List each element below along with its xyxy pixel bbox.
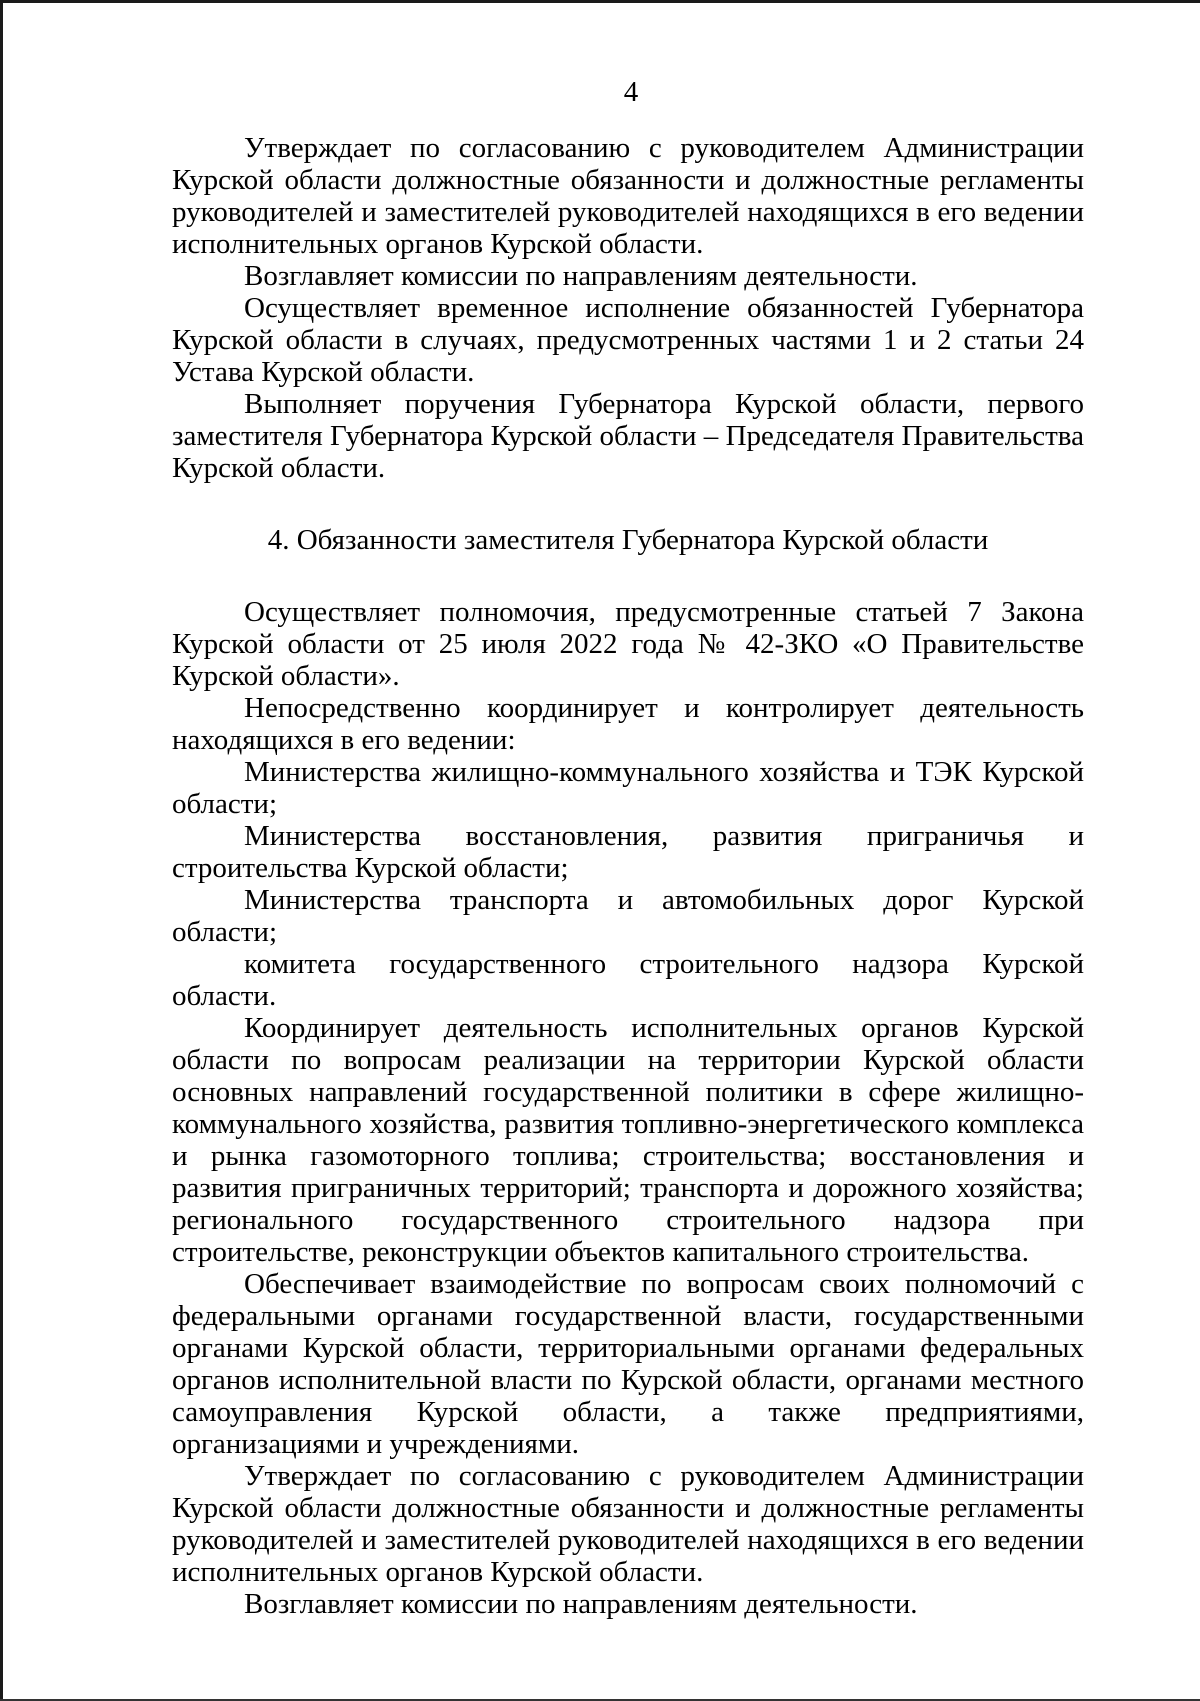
paragraph-approves-regulations: Утверждает по согласованию с руководителем Администрации Курской области должностные обязанности и должностные регламенты руководителей и заместителей руководителей находящихся в его ведении исполнительных органов Курской области.	[172, 132, 1084, 260]
paragraph-ministry-housing: Министерства жилищно-коммунального хозяйства и ТЭК Курской области;	[172, 756, 1084, 820]
scan-edge-left	[0, 0, 3, 1701]
paragraph-approves-regulations-2: Утверждает по согласованию с руководителем Администрации Курской области должностные обязанности и должностные регламенты руководителей и заместителей руководителей находящихся в его ведении исполнительных органов Курской области.	[172, 1460, 1084, 1588]
paragraph-ministry-restoration: Министерства восстановления, развития приграничья и строительства Курской области;	[172, 820, 1084, 884]
paragraph-executes-orders: Выполняет поручения Губернатора Курской области, первого заместителя Губернатора Курской области – Председателя Правительства Курской области.	[172, 388, 1084, 484]
paragraph-exercises-powers: Осуществляет полномочия, предусмотренные статьей 7 Закона Курской области от 25 июля 2022 года № 42-ЗКО «О Правительстве Курской области».	[172, 596, 1084, 692]
scan-edge-top	[0, 0, 1200, 3]
section-heading: 4. Обязанности заместителя Губернатора Курской области	[267, 524, 989, 556]
paragraph-coordinates-activities: Координирует деятельность исполнительных органов Курской области по вопросам реализации на территории Курской области основных направлений государственной политики в сфере жилищно-коммунального хозяйства, развития топливно-энергетического комплекса и рынка газомоторного топлива; строительства; восстановления и развития приграничных территорий; транспорта и дорожного хозяйства; регионального государственного строительного надзора при строительстве, реконструкции объектов капитального строительства.	[172, 1012, 1084, 1268]
page-number: 4	[623, 76, 639, 108]
paragraph-coordinates-controls: Непосредственно координирует и контролирует деятельность находящихся в его ведении:	[172, 692, 1084, 756]
paragraph-temporary-duties: Осуществляет временное исполнение обязанностей Губернатора Курской области в случаях, предусмотренных частями 1 и 2 статьи 24 Устава Курской области.	[172, 292, 1084, 388]
document-body	[172, 132, 1084, 1620]
paragraph-ministry-transport: Министерства транспорта и автомобильных дорог Курской области;	[172, 884, 1084, 948]
paragraph-heads-commissions: Возглавляет комиссии по направлениям деятельности.	[244, 260, 918, 292]
paragraph-heads-commissions-2: Возглавляет комиссии по направлениям деятельности.	[244, 1588, 918, 1620]
paragraph-ensures-interaction: Обеспечивает взаимодействие по вопросам своих полномочий с федеральными органами государственной власти, государственными органами Курской области, территориальными органами федеральных органов исполнительной власти по Курской области, органами местного самоуправления Курской области, а также предприятиями, организациями и учреждениями.	[172, 1268, 1084, 1460]
paragraph-construction-committee: комитета государственного строительного надзора Курской области.	[172, 948, 1084, 1012]
